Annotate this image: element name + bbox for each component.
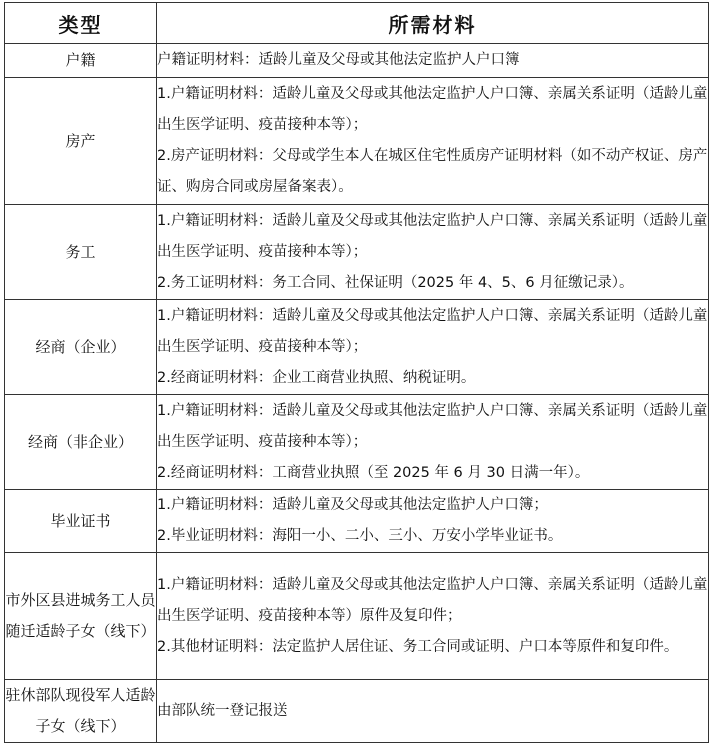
materials-line: 1.户籍证明材料：适龄儿童及父母或其他法定监护人户口簿、亲属关系证明（适龄儿童出生医学证明、疫苗接种本等）原件及复印件； — [157, 576, 708, 624]
materials-line: 2.务工证明材料：务工合同、社保证明（2025 年 4、5、6 月征缴记录）。 — [157, 274, 634, 291]
row-materials-migrant-workers-children — [157, 553, 709, 680]
row-materials-household — [157, 44, 709, 78]
table-row — [5, 300, 709, 395]
row-type-graduation-certificate: 毕业证书 — [5, 490, 157, 553]
row-type-business-enterprise: 经商（企业） — [5, 300, 157, 395]
materials-line: 2.房产证明材料：父母或学生本人在城区住宅性质房产证明材料（如不动产权证、房产证、购房合同或房屋备案表）。 — [157, 148, 708, 195]
materials-line: 1.户籍证明材料：适龄儿童及父母或其他法定监护人户口簿、亲属关系证明（适龄儿童出生医学证明、疫苗接种本等）； — [157, 86, 708, 133]
table-row — [5, 78, 709, 205]
materials-line: 2.经商证明材料：企业工商营业执照、纳税证明。 — [157, 369, 476, 386]
row-materials-graduation-certificate — [157, 490, 709, 553]
table-row — [5, 44, 709, 78]
table-row — [5, 205, 709, 300]
row-materials-employment — [157, 205, 709, 300]
materials-line: 1.户籍证明材料：适龄儿童及父母或其他法定监护人户口簿、亲属关系证明（适龄儿童出生医学证明、疫苗接种本等）； — [157, 212, 708, 260]
table-row — [5, 490, 709, 553]
materials-line: 2.经商证明材料：工商营业执照（至 2025 年 6 月 30 日满一年）。 — [157, 464, 590, 481]
materials-line: 2.其他材证明料：法定监护人居住证、务工合同或证明、户口本等原件和复印件。 — [157, 638, 679, 655]
row-materials-military-children — [157, 680, 709, 743]
materials-line: 户籍证明材料：适龄儿童及父母或其他法定监护人户口簿 — [157, 52, 520, 68]
materials-table — [4, 2, 709, 743]
table-row — [5, 553, 709, 680]
materials-line: 2.毕业证明材料：海阳一小、二小、三小、万安小学毕业证书。 — [157, 528, 563, 544]
row-materials-property — [157, 78, 709, 205]
row-type-employment: 务工 — [5, 205, 157, 300]
table-row — [5, 680, 709, 743]
row-materials-business-non-enterprise — [157, 395, 709, 490]
materials-line: 1.户籍证明材料：适龄儿童及父母或其他法定监护人户口簿； — [157, 497, 548, 513]
type-column-header: 类型 — [5, 3, 157, 44]
row-type-business-non-enterprise: 经商（非企业） — [5, 395, 157, 490]
row-type-migrant-workers-children: 市外区县进城务工人员随迁适龄子女（线下） — [5, 553, 157, 680]
materials-line: 由部队统一登记报送 — [157, 702, 288, 719]
row-type-property: 房产 — [5, 78, 157, 205]
row-type-military-children: 驻休部队现役军人适龄子女（线下） — [5, 680, 157, 743]
materials-line: 1.户籍证明材料：适龄儿童及父母或其他法定监护人户口簿、亲属关系证明（适龄儿童出生医学证明、疫苗接种本等）； — [157, 402, 708, 450]
table-row — [5, 395, 709, 490]
materials-column-header: 所需材料 — [157, 3, 709, 44]
row-materials-business-enterprise — [157, 300, 709, 395]
header-row — [5, 3, 709, 44]
row-type-household: 户籍 — [5, 44, 157, 78]
materials-line: 1.户籍证明材料：适龄儿童及父母或其他法定监护人户口簿、亲属关系证明（适龄儿童出生医学证明、疫苗接种本等）； — [157, 307, 708, 355]
